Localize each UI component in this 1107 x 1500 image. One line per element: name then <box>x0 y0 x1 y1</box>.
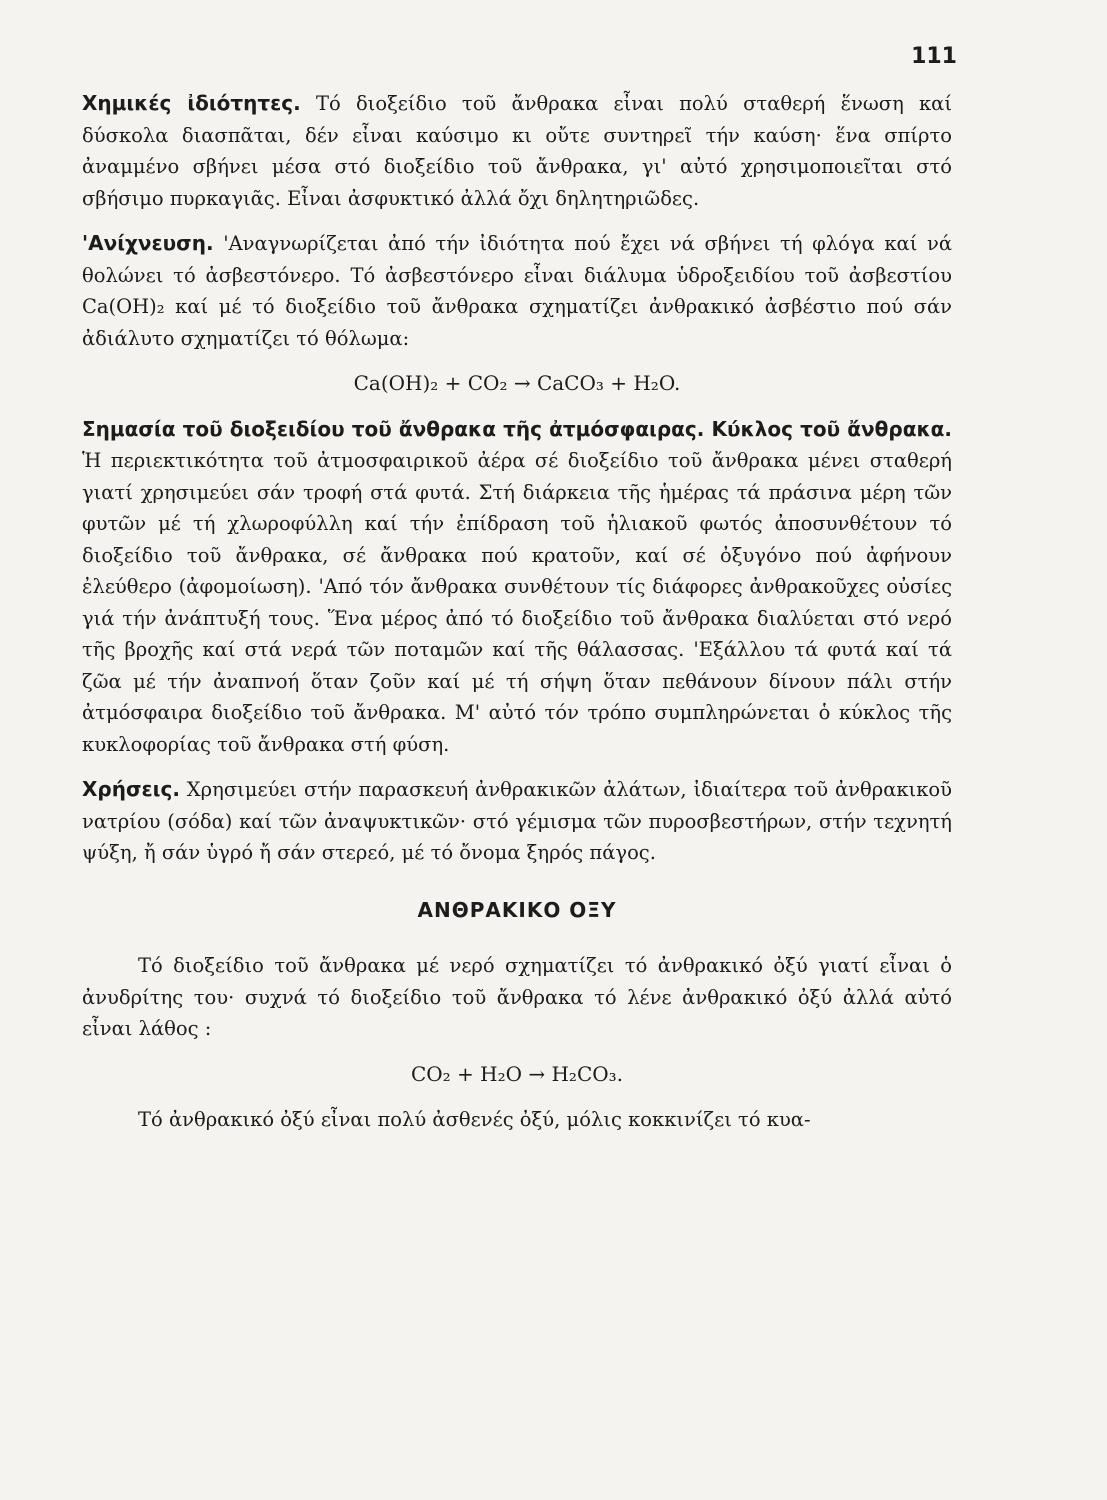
section-title-carbonic-acid: ΑΝΘΡΑΚΙΚΟ ΟΞΥ <box>417 897 617 922</box>
paragraph-carbon-cycle <box>82 414 952 761</box>
paragraph-carbonic-acid: Τό διοξείδιο τοῦ ἄνθρακα μέ νερό σχηματίζει τό ἀνθρακικό ὀξύ γιατί εἶναι ὁ ἀνυδρίτης του· συχνά τό διοξείδιο τοῦ ἄνθρακα τό λένε ἀνθρακικό ὀξύ ἀλλά αὐτό εἶναι λάθος : <box>82 954 952 1040</box>
formula-limewater-reaction: Ca(OH)₂ + CO₂ → CaCO₃ + H₂O. <box>353 371 681 395</box>
paragraph-detection <box>82 228 952 354</box>
heading-detection: 'Ανίχνευση. <box>82 231 214 255</box>
text-detection: 'Αναγνωρίζεται ἀπό τήν ἰδιότητα πού ἔχει νά σβήνει τή φλόγα καί νά θολώνει τό ἀσβεστόνερο. Τό ἀσβεστόνερο εἶναι διάλυμα ὑδροξειδίου τοῦ ἀσβεστίου Ca(OH)₂ καί μέ τό διοξείδιο τοῦ ἄνθρακα σχηματίζει ἀνθρακικό ἀσβέστιο πού σάν ἀδιάλυτο σχηματίζει τό θόλωμα: <box>82 232 952 350</box>
heading-chemical-properties: Χημικές ἰδιότητες. <box>82 91 301 115</box>
paragraph-weak-acid: Τό ἀνθρακικό ὀξύ εἶναι πολύ ἀσθενές ὀξύ, μόλις κοκκινίζει τό κυα- <box>138 1108 811 1131</box>
page-number: 111 <box>911 44 957 69</box>
text-chemical-properties: Τό διοξείδιο τοῦ ἄνθρακα εἶναι πολύ σταθερή ἕνωση καί δύσκολα διασπᾶται, δέν εἶναι καύσιμο κι οὔτε συντηρεῖ τήν καύση· ἕνα σπίρτο ἀναμμένο σβήνει μέσα στό διοξείδιο τοῦ ἄνθρακα, γι' αὐτό χρησιμοποιεῖται στό σβήσιμο πυρκαγιᾶς. Εἶναι ἀσφυκτικό ἀλλά ὄχι δηλητηριῶδες. <box>82 92 952 210</box>
formula-carbonic-acid: CO₂ + H₂O → H₂CO₃. <box>410 1061 624 1086</box>
heading-carbon-cycle: Σημασία τοῦ διοξειδίου τοῦ ἄνθρακα τῆς ἀτμόσφαιρας. Κύκλος τοῦ ἄνθρακα. <box>82 416 952 441</box>
paragraph-chemical-properties <box>82 88 952 214</box>
page-content <box>82 88 952 1150</box>
text-uses: Χρησιμεύει στήν παρασκευή ἀνθρακικῶν ἀλάτων, ἰδιαίτερα τοῦ ἀνθρακικοῦ νατρίου (σόδα) καί τῶν ἀναψυκτικῶν· στό γέμισμα τῶν πυροσβεστήρων, στήν τεχνητή ψύξη, ἤ σάν ὑγρό ἤ σάν στερεό, μέ τό ὄνομα ξηρός πάγος. <box>82 778 952 864</box>
paragraph-uses <box>82 774 952 869</box>
heading-uses: Χρήσεις. <box>82 777 180 801</box>
text-carbon-cycle: Ἡ περιεκτικότητα τοῦ ἀτμοσφαιρικοῦ ἀέρα σέ διοξείδιο τοῦ ἄνθρακα μένει σταθερή γιατί χρησιμεύει σάν τροφή στά φυτά. Στή διάρκεια τῆς ἡμέρας τά πράσινα μέρη τῶν φυτῶν μέ τή χλωροφύλλη καί τήν ἐπίδραση τοῦ ἡλιακοῦ φωτός ἀποσυνθέτουν τό διοξείδιο τοῦ ἄνθρακα, σέ ἄνθρακα πού κρατοῦν, καί σέ ὀξυγόνο πού ἀφήνουν ἐλεύθερο (ἀφομοίωση). 'Από τόν ἄνθρακα συνθέτουν τίς διάφορες ἀνθρακοῦχες οὐσίες γιά τήν ἀνάπτυξή τους. Ἕνα μέρος ἀπό τό διοξείδιο τοῦ ἄνθρακα διαλύεται στό νερό τῆς βροχῆς καί στά νερά τῶν ποταμῶν καί τῆς θάλασσας. 'Εξάλλου τά φυτά καί τά ζῶα μέ τήν ἀναπνοή ὅταν ζοῦν καί μέ τή σήψη ὅταν πεθάνουν δίνουν πάλι στήν ἀτμόσφαιρα διοξείδιο τοῦ ἄνθρακα. Μ' αὐτό τόν τρόπο συμπληρώνεται ὁ κύκλος τῆς κυκλοφορίας τοῦ ἄνθρακα στή φύση. <box>82 449 952 756</box>
